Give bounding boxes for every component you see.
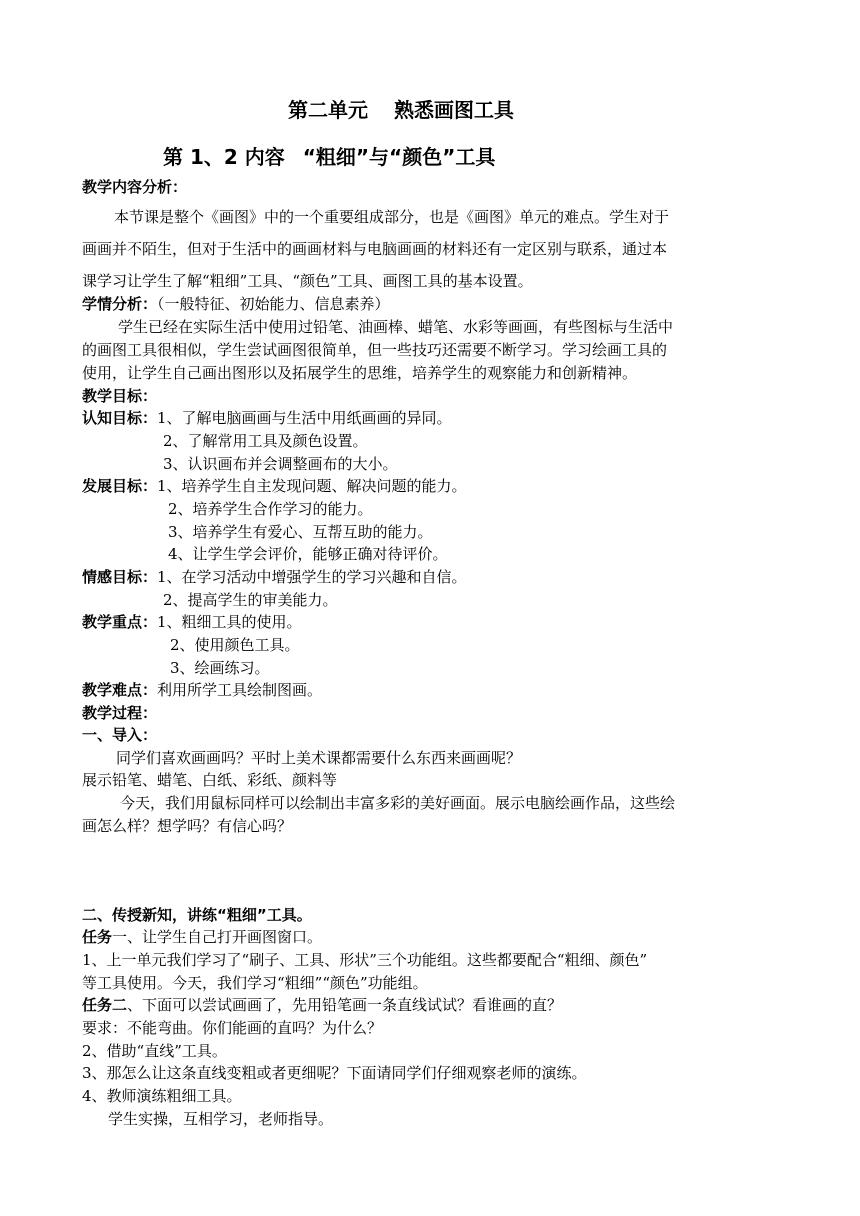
emotion-label: 情感目标： xyxy=(82,568,158,586)
learner-line-2: 的画图工具很相似，学生尝试画图很简单，但一些技巧还需要不断学习。学习绘画工具的 xyxy=(82,341,668,359)
lesson-content: 第 1、2 内容 xyxy=(163,145,285,169)
unit-number: 第二单元 xyxy=(288,98,368,122)
lesson-tool: “粗细”与“颜色”工具 xyxy=(302,145,496,169)
cognitive-label: 认知目标： xyxy=(82,409,158,427)
difficulty-text: 利用所学工具绘制图画。 xyxy=(157,681,323,699)
task1-label: 任务 xyxy=(82,928,113,946)
analysis-heading: 教学内容分析： xyxy=(82,178,188,196)
step3-line: 3、那怎么让这条直线变粗或者更细呢？下面请同学们仔细观察老师的演练。 xyxy=(82,1064,587,1082)
keypoint-2: 2、使用颜色工具。 xyxy=(170,636,300,654)
emotion-goal-1 xyxy=(82,566,467,588)
development-goal-1 xyxy=(82,475,467,497)
task2-text: 、下面可以尝试画画了，先用铅笔画一条直线试试？看谁画的直？ xyxy=(127,996,563,1014)
task1-text: 一、让学生自己打开画图窗口。 xyxy=(112,928,323,946)
difficulty-line xyxy=(82,679,322,701)
step4-line: 4、教师演练粗细工具。 xyxy=(82,1087,242,1105)
development-label: 发展目标： xyxy=(82,477,158,495)
development-goal-3: 3、培养学生有爱心、互帮互助的能力。 xyxy=(168,523,433,541)
step1-line-a: 1、上一单元我们学习了“刷子、工具、形状”三个功能组。这些都要配合“粗细、颜色” xyxy=(82,951,648,969)
lesson-title xyxy=(163,141,495,170)
development-goal-2: 2、培养学生合作学习的能力。 xyxy=(168,500,373,518)
cognitive-goal-3: 3、认识画布并会调整画布的大小。 xyxy=(163,455,398,473)
practice-line: 学生实操，互相学习，老师指导。 xyxy=(108,1110,334,1128)
step1-line-b: 等工具使用。今天，我们学习“粗细”“颜色”功能组。 xyxy=(82,974,428,992)
keypoints-label: 教学重点： xyxy=(82,613,158,631)
section2-heading: 二、传授新知，讲练“粗细”工具。 xyxy=(82,906,312,924)
cognitive-goal-2: 2、了解常用工具及颜色设置。 xyxy=(163,432,368,450)
unit-title xyxy=(288,94,514,123)
process-heading: 教学过程： xyxy=(82,704,158,722)
development-item: 1、培养学生自主发现问题、解决问题的能力。 xyxy=(157,477,467,495)
intro-heading: 一、导入： xyxy=(82,726,158,744)
intro-line-3: 今天，我们用鼠标同样可以绘制出丰富多彩的美好画面。展示电脑绘画作品，这些绘 xyxy=(120,794,676,812)
analysis-line-2: 画画并不陌生，但对于生活中的画画材料与电脑画画的材料还有一定区别与联系，通过本 xyxy=(82,240,668,258)
learner-heading: 学情分析： xyxy=(82,295,158,313)
intro-line-4: 画怎么样？想学吗？有信心吗？ xyxy=(82,817,293,835)
development-goal-4: 4、让学生学会评价，能够正确对待评价。 xyxy=(168,545,448,563)
task2-label: 任务二 xyxy=(82,996,128,1014)
keypoint-1 xyxy=(82,611,302,633)
step2-line: 2、借助“直线”工具。 xyxy=(82,1042,227,1060)
cognitive-item: 1、了解电脑画画与生活中用纸画画的异同。 xyxy=(157,409,452,427)
intro-line-2: 展示铅笔、蜡笔、白纸、彩纸、颜料等 xyxy=(82,771,338,789)
analysis-line-3: 课学习让学生了解“粗细”工具、“颜色”工具、画图工具的基本设置。 xyxy=(82,272,533,290)
learner-heading-line xyxy=(82,293,390,315)
intro-line-1: 同学们喜欢画画吗？平时上美术课都需要什么东西来画画呢？ xyxy=(116,749,522,767)
learner-note: （一般特征、初始能力、信息素养） xyxy=(157,295,390,313)
unit-name: 熟悉画图工具 xyxy=(394,98,514,122)
emotion-goal-2: 2、提高学生的审美能力。 xyxy=(163,591,338,609)
cognitive-goal-1 xyxy=(82,407,452,429)
keypoint-item: 1、粗细工具的使用。 xyxy=(157,613,302,631)
task2-line xyxy=(82,994,562,1016)
difficulty-label: 教学难点： xyxy=(82,681,158,699)
requirement-line: 要求：不能弯曲。你们能画的直吗？为什么？ xyxy=(82,1019,383,1037)
analysis-line-1: 本节课是整个《画图》中的一个重要组成部分，也是《画图》单元的难点。学生对于 xyxy=(114,208,670,226)
learner-line-3: 使用，让学生自己画出图形以及拓展学生的思维，培养学生的观察能力和创新精神。 xyxy=(82,364,638,382)
emotion-item: 1、在学习活动中增强学生的学习兴趣和自信。 xyxy=(157,568,467,586)
task1-line xyxy=(82,926,322,948)
learner-line-1: 学生已经在实际生活中使用过铅笔、油画棒、蜡笔、水彩等画画，有些图标与生活中 xyxy=(118,318,674,336)
keypoint-3: 3、绘画练习。 xyxy=(170,659,270,677)
goals-heading: 教学目标： xyxy=(82,387,158,405)
